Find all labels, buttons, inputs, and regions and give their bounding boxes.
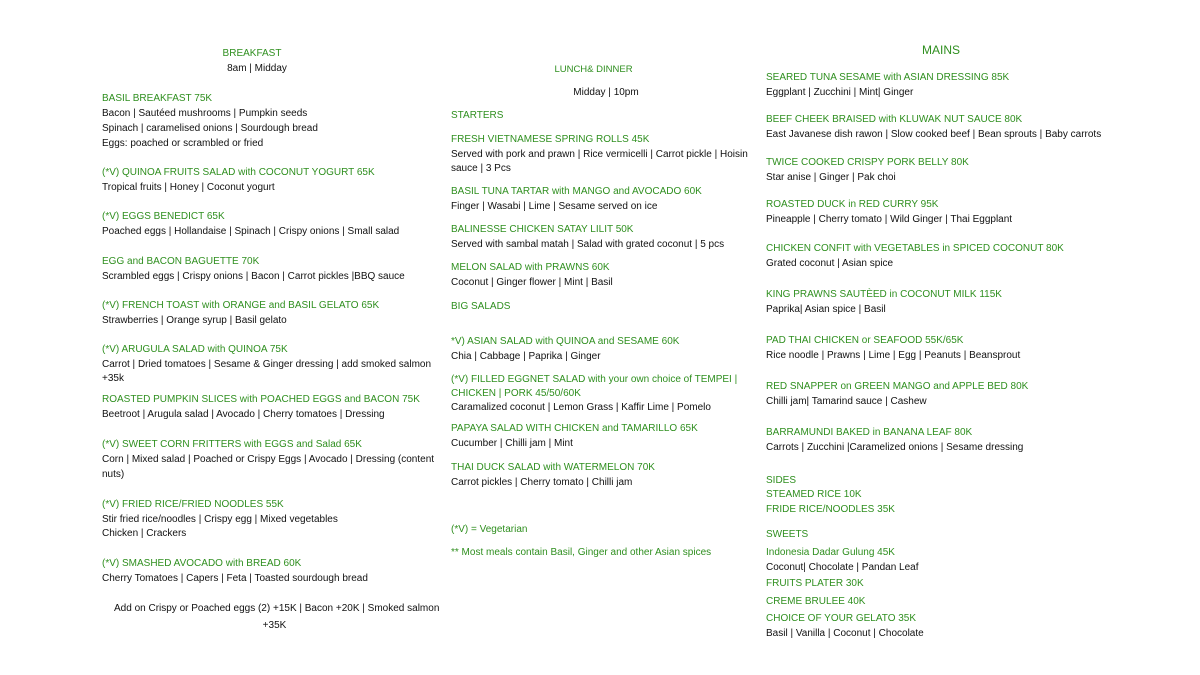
menu-item-desc: Beetroot | Arugula salad | Avocado | Cherry tomatoes | Dressing [102, 409, 385, 420]
menu-item-desc: Served with sambal matah | Salad with grated coconut | 5 pcs [451, 239, 725, 250]
menu-item-desc: Rice noodle | Prawns | Lime | Egg | Peanuts | Beansprout [766, 350, 1021, 361]
menu-item-desc: Coconut| Chocolate | Pandan Leaf [766, 562, 919, 573]
menu-item-desc: Bacon | Sautéed mushrooms | Pumpkin seeds [102, 108, 308, 119]
menu-item-title: ROASTED PUMPKIN SLICES with POACHED EGGS and BACON 75K [102, 394, 420, 405]
menu-item-desc: East Javanese dish rawon | Slow cooked beef | Bean sprouts | Baby carrots [766, 129, 1102, 140]
menu-item-title: BASIL TUNA TARTAR with MANGO and AVOCADO 60K [451, 186, 702, 197]
sweet-item: Indonesia Dadar Gulung 45K [766, 547, 895, 558]
menu-item-desc: Coconut | Ginger flower | Mint | Basil [451, 277, 613, 288]
addon-note: Add on Crispy or Poached eggs (2) +15K | Bacon +20K | Smoked salmon [114, 603, 440, 614]
menu-item-desc: Star anise | Ginger | Pak choi [766, 172, 896, 183]
menu-item-desc: +35k [102, 373, 124, 384]
menu-item-title: (*V) ARUGULA SALAD with QUINOA 75K [102, 344, 288, 355]
menu-item-desc: Spinach | caramelised onions | Sourdough bread [102, 123, 318, 134]
menu-item-desc: Tropical fruits | Honey | Coconut yogurt [102, 182, 275, 193]
menu-item-title: ROASTED DUCK in RED CURRY 95K [766, 199, 939, 210]
menu-item-title: (*V) FILLED EGGNET SALAD with your own choice of TEMPEI | [451, 374, 738, 385]
menu-item-desc: Corn | Mixed salad | Poached or Crispy Eggs | Avocado | Dressing (content [102, 454, 435, 465]
menu-item-desc: Caramalized coconut | Lemon Grass | Kaffir Lime | Pomelo [451, 402, 711, 413]
sweet-item: CREME BRULEE 40K [766, 596, 866, 607]
side-item: FRIDE RICE/NOODLES 35K [766, 504, 895, 515]
menu-item-title: (*V) FRIED RICE/FRIED NOODLES 55K [102, 499, 284, 510]
menu-item-title: (*V) EGGS BENEDICT 65K [102, 211, 225, 222]
menu-item-desc: Carrot pickles | Cherry tomato | Chilli jam [451, 477, 633, 488]
menu-item-desc: Scrambled eggs | Crispy onions | Bacon | Carrot pickles |BBQ sauce [102, 271, 405, 282]
menu-item-title: PAPAYA SALAD WITH CHICKEN and TAMARILLO 65K [451, 423, 698, 434]
sweet-item: FRUITS PLATER 30K [766, 578, 864, 589]
menu-item-desc: Pineapple | Cherry tomato | Wild Ginger | Thai Eggplant [766, 214, 1013, 225]
menu-item-title: BASIL BREAKFAST 75K [102, 93, 213, 104]
menu-item-title: (*V) SMASHED AVOCADO with BREAD 60K [102, 558, 302, 569]
menu-item-desc: Grated coconut | Asian spice [766, 258, 894, 269]
menu-item-title: RED SNAPPER on GREEN MANGO and APPLE BED 80K [766, 381, 1029, 392]
menu-item-desc: Eggs: poached or scrambled or fried [102, 138, 264, 149]
menu-item-desc: Paprika| Asian spice | Basil [766, 304, 886, 315]
menu-item-title: THAI DUCK SALAD with WATERMELON 70K [451, 462, 655, 473]
menu-item-title: TWICE COOKED CRISPY PORK BELLY 80K [766, 157, 969, 168]
section-heading: SWEETS [766, 529, 809, 540]
menu-item-title: (*V) FRENCH TOAST with ORANGE and BASIL GELATO 65K [102, 300, 380, 311]
menu-item-desc: Cucumber | Chilli jam | Mint [451, 438, 573, 449]
menu-item-title: BEEF CHEEK BRAISED with KLUWAK NUT SAUCE 80K [766, 114, 1023, 125]
menu-item-title: PAD THAI CHICKEN or SEAFOOD 55K/65K [766, 335, 964, 346]
lunch-hours: Midday | 10pm [573, 87, 639, 98]
breakfast-heading: BREAKFAST [222, 48, 282, 59]
menu-item-desc: Carrot | Dried tomatoes | Sesame & Ginger dressing | add smoked salmon [102, 359, 432, 370]
section-heading: STARTERS [451, 110, 504, 121]
menu-item-title: *V) ASIAN SALAD with QUINOA and SESAME 60K [451, 336, 680, 347]
menu-item-desc: Strawberries | Orange syrup | Basil gelato [102, 315, 287, 326]
menu-item-desc: Carrots | Zucchini |Caramelized onions | Sesame dressing [766, 442, 1024, 453]
menu-item-title: MELON SALAD with PRAWNS 60K [451, 262, 610, 273]
menu-item-desc: Served with pork and prawn | Rice vermicelli | Carrot pickle | Hoisin [451, 149, 748, 160]
mains-heading: MAINS [921, 43, 960, 57]
section-heading: BIG SALADS [451, 301, 511, 312]
breakfast-hours: 8am | Midday [227, 63, 287, 74]
menu-item-title: KING PRAWNS SAUTÈED in COCONUT MILK 115K [766, 289, 1002, 300]
menu-item-title: BARRAMUNDI BAKED in BANANA LEAF 80K [766, 427, 973, 438]
menu-item-desc: Poached eggs | Hollandaise | Spinach | Crispy onions | Small salad [102, 226, 400, 237]
menu-item-desc: Cherry Tomatoes | Capers | Feta | Toasted sourdough bread [102, 573, 368, 584]
menu-item-title: EGG and BACON BAGUETTE 70K [102, 256, 260, 267]
menu-item-desc: Chilli jam| Tamarind sauce | Cashew [766, 396, 927, 407]
menu-item-desc: Chia | Cabbage | Paprika | Ginger [451, 351, 601, 362]
menu-item-title: FRESH VIETNAMESE SPRING ROLLS 45K [451, 134, 650, 145]
addon-note: +35K [262, 620, 287, 631]
menu-item-desc: nuts) [102, 469, 125, 480]
menu-item-title: (*V) SWEET CORN FRITTERS with EGGS and Salad 65K [102, 439, 362, 450]
menu-item-desc: Finger | Wasabi | Lime | Sesame served on ice [451, 201, 658, 212]
spices-note: ** Most meals contain Basil, Ginger and other Asian spices [451, 547, 712, 558]
menu-item-desc: Eggplant | Zucchini | Mint| Ginger [766, 87, 914, 98]
side-item: STEAMED RICE 10K [766, 489, 862, 500]
vegetarian-note: (*V) = Vegetarian [451, 524, 528, 535]
menu-item-title: BALINESSE CHICKEN SATAY LILIT 50K [451, 224, 634, 235]
menu-item-title: CHICKEN | PORK 45/50/60K [451, 388, 581, 399]
sweet-item: CHOICE OF YOUR GELATO 35K [766, 613, 917, 624]
menu-item-desc: sauce | 3 Pcs [451, 163, 511, 174]
menu-item-title: SEARED TUNA SESAME with ASIAN DRESSING 85K [766, 72, 1010, 83]
menu-item-title: CHICKEN CONFIT with VEGETABLES in SPICED COCONUT 80K [766, 243, 1064, 254]
menu-item-desc: Stir fried rice/noodles | Crispy egg | Mixed vegetables [102, 514, 338, 525]
section-heading: SIDES [766, 475, 797, 486]
menu-item-title: (*V) QUINOA FRUITS SALAD with COCONUT YOGURT 65K [102, 167, 375, 178]
lunch-heading: LUNCH& DINNER [554, 64, 633, 75]
menu-item-desc: Chicken | Crackers [102, 528, 187, 539]
menu-item-desc: Basil | Vanilla | Coconut | Chocolate [766, 628, 924, 639]
